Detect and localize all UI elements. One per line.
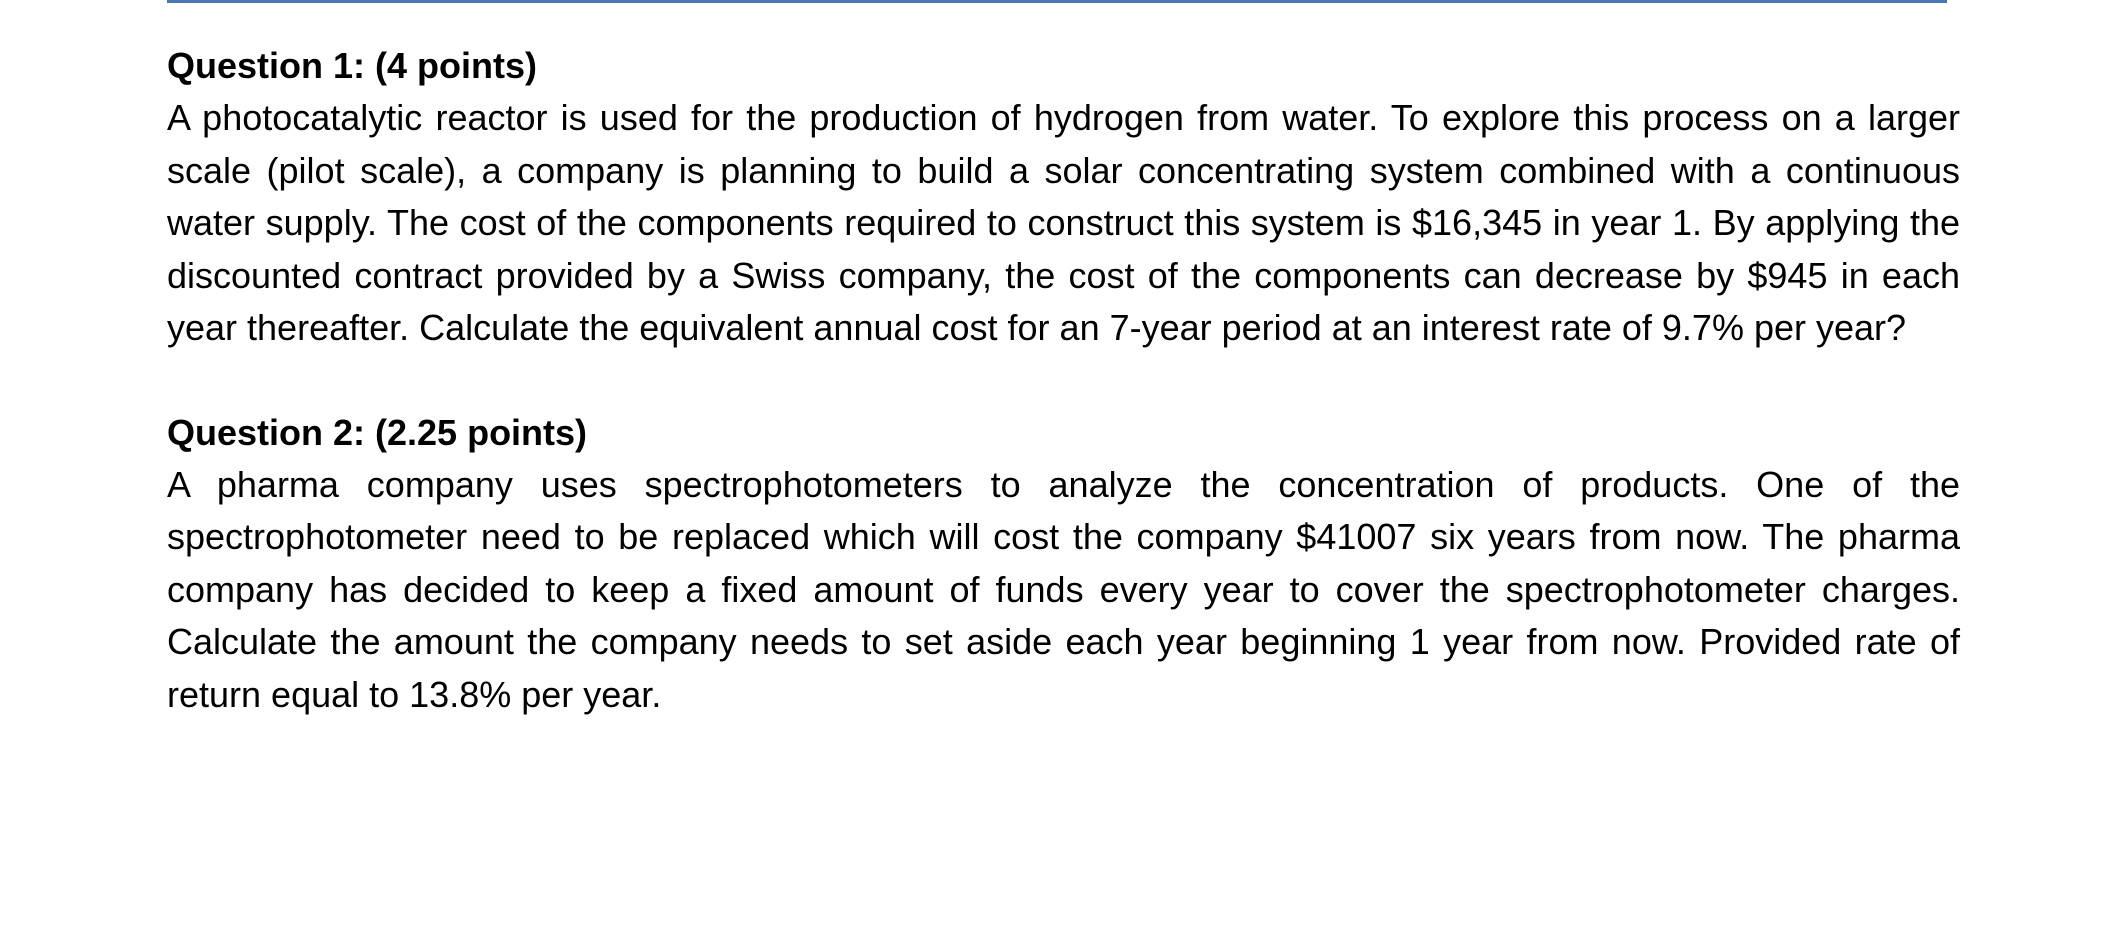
question-1 [167, 40, 1960, 355]
question-2 [167, 407, 1960, 722]
question-1-heading: Question 1: (4 points) [167, 45, 538, 86]
question-1-body: A photocatalytic reactor is used for the production of hydrogen from water. To explore this process on a larger scale (pilot scale), a company is planning to build a solar concentrating system combined with a continuous water supply. The cost of the components required to construct this system is $16,345 in year 1. By applying the discounted contract provided by a Swiss company, the cost of the components can decrease by $945 in each year thereafter. Calculate the equivalent annual cost for an 7-year period at an interest rate of 9.7% per year? [167, 97, 1960, 348]
top-horizontal-rule [167, 0, 1947, 3]
document-content [167, 40, 1960, 773]
question-2-heading: Question 2: (2.25 points) [167, 411, 588, 453]
question-2-body: A pharma company uses spectrophotometers to analyze the concentration of products. One of the spectrophotometer need to be replaced which will cost the company $41007 six years from now. The pharma company has decided to keep a fixed amount of funds every year to cover the spectrophotometer charges. Calculate the amount the company needs to set aside each year beginning 1 year from now. Provided rate of return equal to 13.8% per year. [167, 463, 1960, 715]
